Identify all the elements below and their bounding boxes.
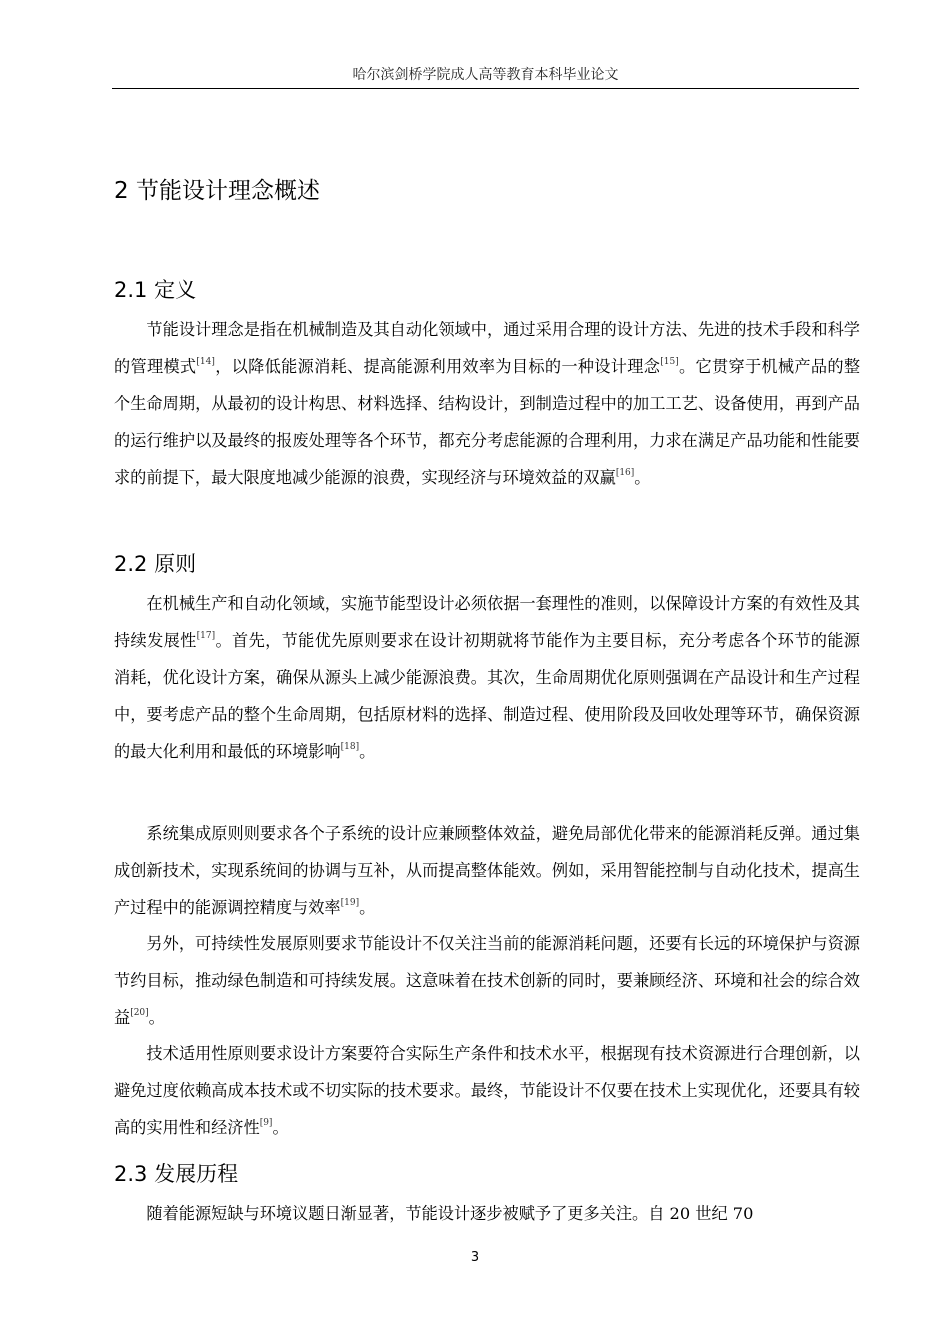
paragraph-text: 系统集成原则则要求各个子系统的设计应兼顾整体效益，避免局部优化带来的能源消耗反弹。通过集成创新技术，实现系统间的协调与互补，从而提高整体能效。例如，采用智能控制与自动化技术，提高生产过程中的能源调控精度与效率: [114, 824, 860, 917]
paragraph-principles-intro: [114, 585, 860, 770]
citation-ref: [9]: [259, 1118, 273, 1128]
citation-ref: [19]: [340, 898, 360, 908]
paragraph-text: 。首先，节能优先原则要求在设计初期就将节能作为主要目标，充分考虑各个环节的能源消耗，优化设计方案，确保从源头上减少能源浪费。其次，生命周期优化原则强调在产品设计和生产过程中，要考虑产品的整个生命周期，包括原材料的选择、制造过程、使用阶段及回收处理等环节，确保资源的最大化利用和最低的环境影响: [114, 631, 860, 761]
citation-ref: [17]: [196, 631, 216, 641]
citation-ref: [18]: [340, 742, 360, 752]
paragraph-text: 在机械生产和自动化领域，实施节能型设计必须依据一套理性的准则，以保障设计方案的有效性及其持续发展性: [114, 594, 860, 650]
section-title-principles: 2.2 原则: [114, 552, 197, 576]
paragraph-text: 另外，可持续性发展原则要求节能设计不仅关注当前的能源消耗问题，还要有长远的环境保护与资源节约目标，推动绿色制造和可持续发展。这意味着在技术创新的同时，要兼顾经济、环境和社会的综合效益: [114, 934, 860, 1027]
citation-ref: [14]: [196, 357, 215, 367]
section-title-history: 2.3 发展历程: [114, 1162, 239, 1186]
section-title-definition: 2.1 定义: [114, 278, 197, 302]
paragraph-text: 。: [359, 742, 376, 761]
paragraph-sustainability: [114, 925, 860, 1036]
paragraph-text: 随着能源短缺与环境议题日渐显著，节能设计逐步被赋予了更多关注。自 20 世纪 70: [146, 1204, 754, 1223]
paragraph-text: 。: [148, 1008, 165, 1027]
paragraph-system-integration: [114, 815, 860, 926]
page-number: 3: [470, 1250, 480, 1265]
citation-ref: [15]: [660, 357, 679, 367]
paragraph-text: 节能设计理念是指在机械制造及其自动化领域中，通过采用合理的设计方法、先进的技术手段和科学的管理模式: [114, 320, 860, 376]
paragraph-text: 。它贯穿于机械产品的整个生命周期，从最初的设计构思、材料选择、结构设计，到制造过程中的加工工艺、设备使用，再到产品的运行维护以及最终的报废处理等各个环节，都充分考虑能源的合理利用，力求在满足产品功能和性能要求的前提下，最大限度地减少能源的浪费，实现经济与环境效益的双赢: [114, 357, 861, 487]
paragraph-text: 技术适用性原则要求设计方案要符合实际生产条件和技术水平，根据现有技术资源进行合理创新，以避免过度依赖高成本技术或不切实际的技术要求。最终，节能设计不仅要在技术上实现优化，还要具有较高的实用性和经济性: [114, 1044, 860, 1137]
citation-ref: [16]: [615, 468, 635, 478]
paragraph-definition: [114, 311, 860, 496]
paragraph-text: 。: [634, 468, 651, 487]
paragraph-text: 。: [272, 1118, 289, 1137]
paragraph-text: ，以降低能源消耗、提高能源利用效率为目标的一种设计理念: [214, 357, 661, 376]
chapter-title: 2 节能设计理念概述: [114, 178, 320, 204]
paragraph-text: 。: [359, 898, 376, 917]
paragraph-history: [114, 1195, 860, 1232]
header-rule: [112, 88, 859, 89]
paragraph-technical-applicability: [114, 1035, 860, 1146]
citation-ref: [20]: [130, 1008, 149, 1018]
running-header: 哈尔滨剑桥学院成人高等教育本科毕业论文: [352, 67, 619, 83]
